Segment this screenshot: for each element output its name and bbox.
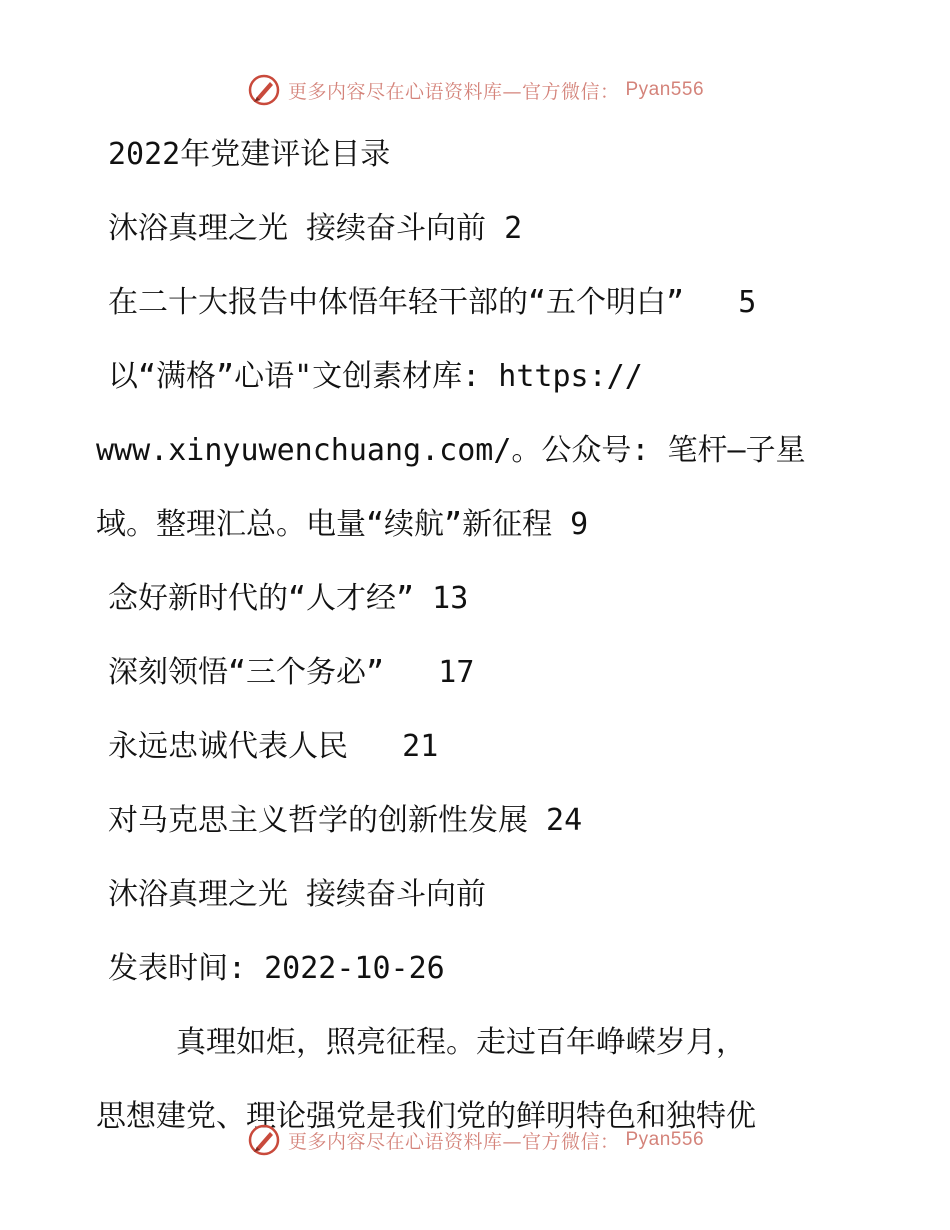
toc-entry: 深刻领悟“三个务必” 17 xyxy=(108,655,475,690)
publish-date: 发表时间: 2022-10-26 xyxy=(108,951,445,986)
document-body xyxy=(0,118,950,1154)
toc-entry: 念好新时代的“人才经” 13 xyxy=(108,581,469,616)
toc-entry: 以“满格”心语"文创素材库: https:// xyxy=(108,359,643,394)
toc-entry-continuation: www.xinyuwenchuang.com/。公众号: 笔杆—子星 xyxy=(96,433,806,468)
banner-wechat-id: Pyan556 xyxy=(625,79,705,100)
toc-entry-continuation: 域。整理汇总。电量“续航”新征程 9 xyxy=(96,507,589,542)
banner-text: 更多内容尽在心语资料库—官方微信： xyxy=(287,80,620,103)
watermark-banner-bottom xyxy=(0,1120,950,1160)
pen-logo-icon xyxy=(246,1122,282,1158)
toc-entry: 沐浴真理之光 接续奋斗向前 2 xyxy=(108,211,523,246)
paragraph-line: 思想建党、理论强党是我们党的鲜明特色和独特优 xyxy=(96,1099,756,1134)
banner-text: 更多内容尽在心语资料库—官方微信： xyxy=(287,1130,620,1153)
pen-logo-icon xyxy=(246,72,282,108)
toc-entry: 在二十大报告中体悟年轻干部的“五个明白” 5 xyxy=(108,285,757,320)
paragraph-line: 真理如炬，照亮征程。走过百年峥嵘岁月， xyxy=(176,1025,746,1060)
toc-entry: 对马克思主义哲学的创新性发展 24 xyxy=(108,803,583,838)
watermark-banner-top xyxy=(0,70,950,110)
toc-title: 2022年党建评论目录 xyxy=(108,137,391,172)
toc-entry: 永远忠诚代表人民 21 xyxy=(108,729,439,764)
banner-wechat-id: Pyan556 xyxy=(625,1129,705,1150)
article-title: 沐浴真理之光 接续奋斗向前 xyxy=(108,877,487,912)
